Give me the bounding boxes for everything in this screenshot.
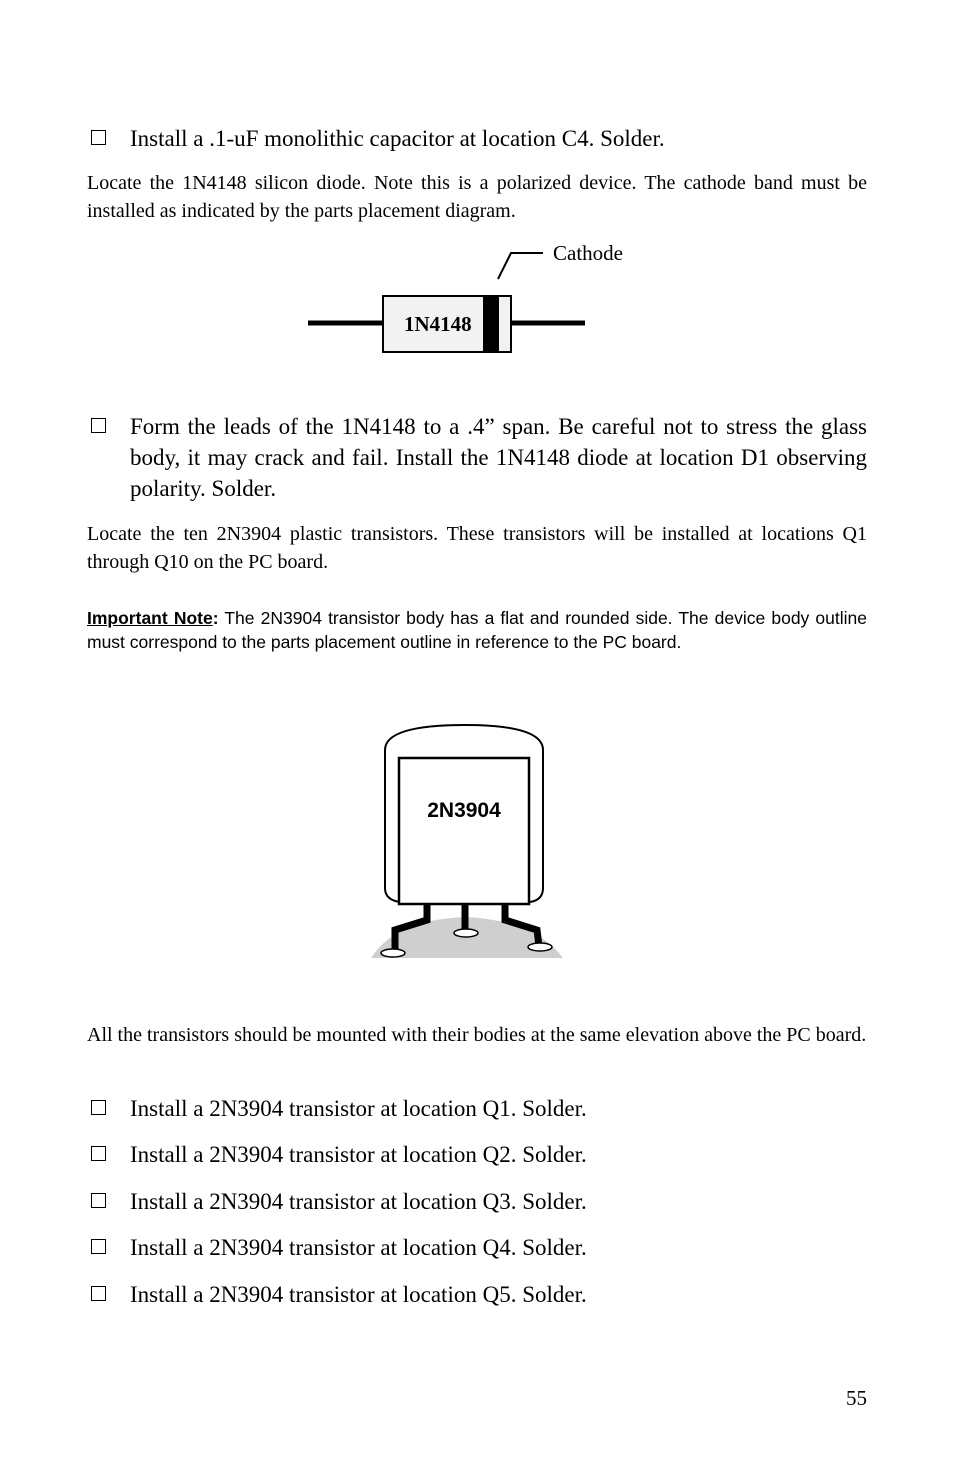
cathode-band: [483, 296, 499, 352]
checklist-step-c4: [87, 123, 867, 154]
step-text: Install a 2N3904 transistor at location Q5. Solder.: [130, 1282, 587, 1307]
step-text: Form the leads of the 1N4148 to a .4” span. Be careful not to stress the glass body, it may crack and fail. Install the 1N4148 diode at location D1 observing polarity. Solder.: [130, 414, 867, 501]
checkbox[interactable]: [91, 1286, 106, 1301]
transistor-diagram: [365, 720, 575, 965]
checkbox[interactable]: [91, 1239, 106, 1254]
checklist-step-q2: [87, 1139, 867, 1170]
checklist-step-q1: [87, 1093, 867, 1124]
transistor-part-label: 2N3904: [427, 799, 501, 822]
important-note-text: The 2N3904 transistor body has a flat and rounded side. The device body outline must correspond to the parts placement outline in reference to the PC board.: [87, 608, 867, 652]
diode-part-label: 1N4148: [404, 312, 472, 336]
checkbox[interactable]: [91, 1193, 106, 1208]
transistor-body-flat: [399, 758, 529, 904]
solder-pad-center: [454, 929, 478, 937]
checkbox[interactable]: [91, 1146, 106, 1161]
step-text: Install a 2N3904 transistor at location Q1. Solder.: [130, 1096, 587, 1121]
checklist-step-q3: [87, 1186, 867, 1217]
elevation-paragraph: All the transistors should be mounted with their bodies at the same elevation above the PC board.: [87, 1024, 867, 1046]
checklist-step-d1: [87, 411, 867, 504]
step-text: Install a 2N3904 transistor at location Q2. Solder.: [130, 1142, 587, 1167]
step-text: Install a 2N3904 transistor at location Q3. Solder.: [130, 1189, 587, 1214]
step-text: Install a 2N3904 transistor at location Q4. Solder.: [130, 1235, 587, 1260]
important-note-label: Important Note: [87, 608, 213, 628]
checkbox[interactable]: [91, 130, 106, 145]
page-number: 55: [846, 1386, 867, 1410]
cathode-label: Cathode: [553, 241, 623, 265]
solder-pad-left: [381, 949, 405, 957]
transistor-paragraph: Locate the ten 2N3904 plastic transistors. These transistors will be installed at locations Q1 through Q10 on the PC board.: [87, 523, 867, 573]
cathode-pointer: [498, 253, 543, 279]
step-text: Install a .1-uF monolithic capacitor at location C4. Solder.: [130, 126, 665, 151]
important-note-colon: :: [212, 608, 219, 628]
checklist-step-q5: [87, 1279, 867, 1310]
important-note: [87, 606, 867, 654]
checkbox[interactable]: [91, 418, 106, 433]
checklist-step-q4: [87, 1232, 867, 1263]
diode-paragraph: Locate the 1N4148 silicon diode. Note this is a polarized device. The cathode band must be installed as indicated by the parts placement diagram.: [87, 172, 867, 222]
solder-pad-right: [528, 943, 552, 951]
checkbox[interactable]: [91, 1100, 106, 1115]
diode-diagram: [300, 235, 660, 365]
